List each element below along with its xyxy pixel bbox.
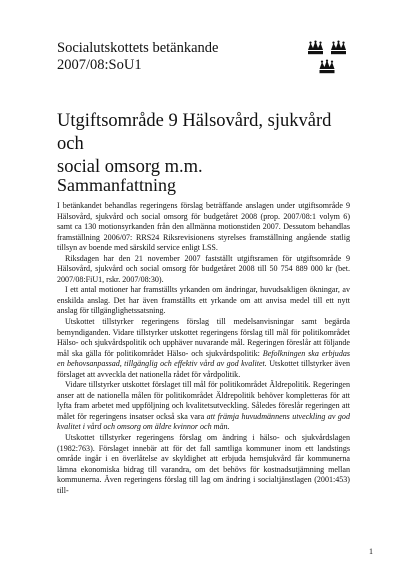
paragraph-3: I ett antal motioner har framställts yrkanden om ändringar, huvudsakligen ökningar, av enskilda anslag. Det har även framställts ett yrkande om att anvisa medel till ett nytt anslag för tillgänglighetssatsning.: [57, 285, 350, 316]
three-crowns-logo: [306, 40, 350, 76]
title-line-2: social omsorg m.m.: [57, 157, 203, 177]
paragraph-5-text: Vidare tillstyrker utskottet förslaget till mål för politikområdet Äldrepolitik. Regeringen anser att de nationella målen för politikområdet Äldrepolitik behöver kompletteras för att lyfta fram arbetet med uppföljning och kvalitetsutveckling. Således föreslår regeringen att målet för regeringens insatser också ska vara: [57, 380, 350, 421]
title-line-1: Utgiftsområde 9 Hälsovård, sjukvård och: [57, 111, 332, 154]
paragraph-5: [57, 380, 350, 433]
page-number: 1: [369, 547, 373, 556]
paragraph-1: I betänkandet behandlas regeringens förslag beträffande anslagen under utgiftsområde 9 Hälsovård, sjukvård och social omsorg för budgetåret 2008 (prop. 2007/08:1 volym 6) samt ca 130 motionsyrkanden från den allmänna motionstiden 2007. Dessutom behandlas framställning 2006/07: RRS24 Riksrevisionens styrelses framställning angående statlig tillsyn av boende med särskild service enligt LSS.: [57, 201, 350, 253]
paragraph-6: Utskottet tillstyrker regeringens förslag om ändring i hälso- och sjukvårdslagen (1982:763). Förslaget innebär att för det fall samtliga kommuner inom ett landstings område ingår i en överlåtelse av skyldighet att erbjuda hemsjukvård får kommunerna lämna ekonomiska bidrag till varandra, om det behövs för kostnadsutjämning mellan kommunerna. Även regeringens förslag till lag om ändring i socialtjänstlagen (2001:453) till-: [57, 433, 350, 495]
paragraph-5-goal-quote: att främja huvudmännens utveckling av god kvalitet i vård och omsorg om äldre kvinnor och män.: [57, 411, 350, 432]
paragraph-4: [57, 317, 350, 380]
paragraph-2: Riksdagen har den 21 november 2007 fastställt utgiftsramen för utgiftsområde 9 Hälsovård, sjukvård och social omsorg för budgetåret 2008 till 50 754 889 000 kr (bet. 2007/08:FiU1, rskr. 2007/08:30).: [57, 253, 350, 284]
paragraph-4-text: Utskottet tillstyrker regeringens förslag till medelsanvisningar samt begärda bemyndiganden. Vidare tillstyrker utskottet regeringens förslag till mål för politikområdet Hälso- och sjukvårdspolitik och upphäver nuvarande mål. Regeringen föreslår att följande mål ska gälla för politikområdet Hälso- och sjukvårdspolitik:: [57, 317, 350, 358]
committee-report-name: Socialutskottets betänkande: [57, 40, 219, 56]
report-header: [57, 40, 218, 74]
report-number: 2007/08:SoU1: [57, 57, 142, 73]
paragraph-4-goal-quote: Befolkningen ska erbjudas en behovsanpassad, tillgänglig och effektiv vård av god kvalitet.: [57, 348, 350, 369]
section-heading: Sammanfattning: [57, 175, 176, 195]
paragraph-4-text-end: Utskottet tillstyrker även förslaget att avveckla det nationella rådet för vårdpolitik.: [57, 359, 350, 379]
document-title: [57, 110, 357, 179]
summary-body: [57, 201, 350, 496]
